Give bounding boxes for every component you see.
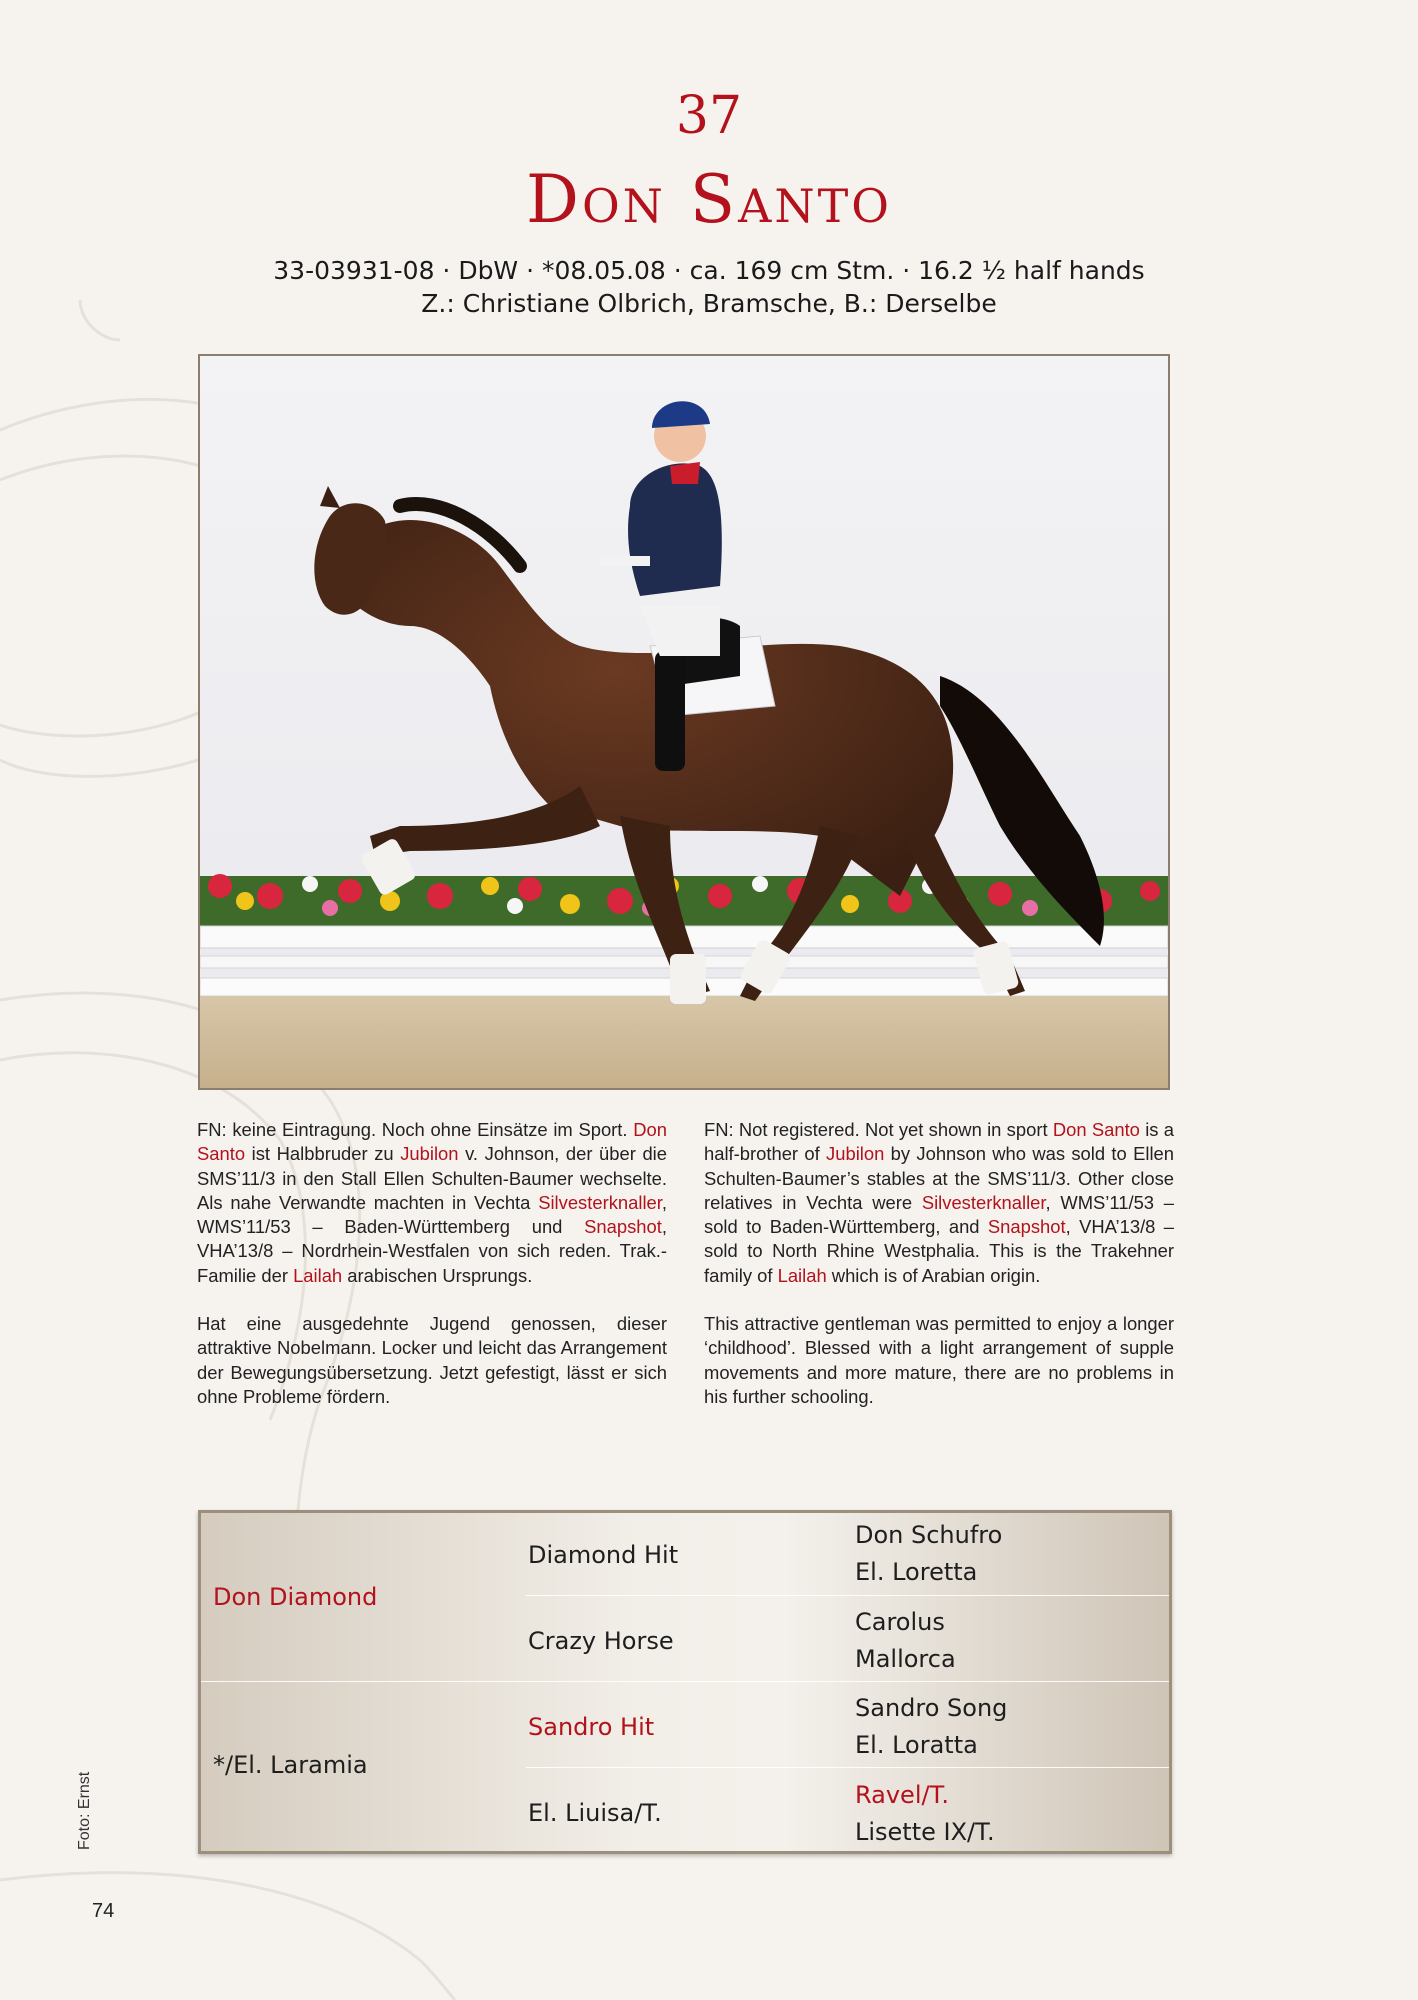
english-paragraph-2 (704, 1312, 1174, 1409)
pedigree-sire: Don Diamond (213, 1583, 378, 1611)
text-segment: , WMS’11/53 – sold to Baden-Württemberg, and (704, 1191, 1174, 1238)
text-segment: is a half-brother of (704, 1119, 1174, 1165)
text-segment: by Johnson who was sold to Ellen Schulten-Baumer’s stables at the SMS’11/3. Other close relatives in Vechta were (704, 1143, 1174, 1213)
text-segment: , VHA’13/8 – sold to North Rhine Westphalia. This is the Trakehner family of (704, 1216, 1174, 1286)
text-segment: which is of Arabian origin. (826, 1264, 1041, 1286)
highlighted-name: Silvesterknaller (538, 1191, 662, 1213)
pedigree-g3-5: Sandro Song (855, 1694, 1008, 1722)
horse-photo (198, 354, 1170, 1090)
page-number: 74 (92, 1900, 115, 1922)
pedigree-table (198, 1510, 1172, 1854)
pedigree-g3-2: El. Loretta (855, 1558, 978, 1586)
highlighted-name: Don Santo (197, 1119, 667, 1165)
highlighted-name: Silvesterknaller (921, 1191, 1046, 1213)
text-segment: , VHA’13/8 – Nordrhein-Westfalen von sich reden. Trak.-Familie der (197, 1216, 667, 1286)
lot-number: 37 (675, 86, 743, 146)
pedigree-g3-1: Don Schufro (855, 1521, 1003, 1549)
pedigree-g3-8: Lisette IX/T. (855, 1818, 995, 1846)
text-column-german (197, 1118, 667, 1433)
pedigree-sire-sire: Diamond Hit (528, 1541, 679, 1569)
highlighted-name: Jubilon (400, 1143, 459, 1165)
highlighted-name: Snapshot (987, 1216, 1066, 1238)
pedigree-sire-dam: Crazy Horse (528, 1627, 674, 1655)
text-segment: arabischen Ursprungs. (342, 1264, 533, 1286)
pedigree-g3-7: Ravel/T. (855, 1781, 950, 1809)
text-segment: , WMS’11/53 – Baden-Württemberg und (197, 1191, 667, 1238)
text-segment: This attractive gentleman was permitted to enjoy a longer ‘childhood’. Blessed with a light arrangement of supple movements and more mature, there are no problems in his further schooling. (704, 1313, 1174, 1407)
highlighted-name: Snapshot (584, 1216, 662, 1238)
pedigree-dam-sire: Sandro Hit (528, 1713, 655, 1741)
highlighted-name: Don Santo (1052, 1119, 1140, 1140)
text-segment: Hat eine ausgedehnte Jugend genossen, dieser attraktive Nobelmann. Locker und leicht das Arrangement der Bewegungsübersetzung. Jetzt gefestigt, lässt er sich ohne Probleme fördern. (197, 1313, 667, 1407)
pedigree-g3-4: Mallorca (855, 1645, 956, 1673)
pedigree-g3-6: El. Loratta (855, 1731, 978, 1759)
pedigree-dam-dam: El. Liuisa/T. (528, 1799, 662, 1827)
horse-registration-info: 33-03931-08 · DbW · *08.05.08 · ca. 169 cm Stm. · 16.2 ½ half hands (273, 256, 1145, 285)
horse-name: Don Santo (526, 161, 892, 238)
german-paragraph-2 (197, 1312, 667, 1409)
text-column-english (704, 1118, 1174, 1433)
german-paragraph-1 (197, 1118, 667, 1288)
text-segment: FN: Not registered. Not yet shown in sport (704, 1119, 1053, 1140)
highlighted-name: Lailah (293, 1264, 343, 1286)
text-segment: ist Halbbruder zu (245, 1143, 401, 1165)
breeder-owner-info: Z.: Christiane Olbrich, Bramsche, B.: Derselbe (421, 289, 997, 318)
highlighted-name: Lailah (777, 1264, 827, 1286)
text-segment: FN: keine Eintragung. Noch ohne Einsätze im Sport. (197, 1119, 634, 1140)
english-paragraph-1 (704, 1118, 1174, 1288)
pedigree-g3-3: Carolus (855, 1608, 945, 1636)
text-segment: v. Johnson, der über die SMS’11/3 in den Stall Ellen Schulten-Baumer wechselte. Als nahe Verwandte machten in Vechta (197, 1143, 667, 1213)
pedigree-dam: */El. Laramia (213, 1751, 368, 1779)
photo-credit: Foto: Ernst (76, 1771, 93, 1850)
highlighted-name: Jubilon (826, 1143, 885, 1165)
